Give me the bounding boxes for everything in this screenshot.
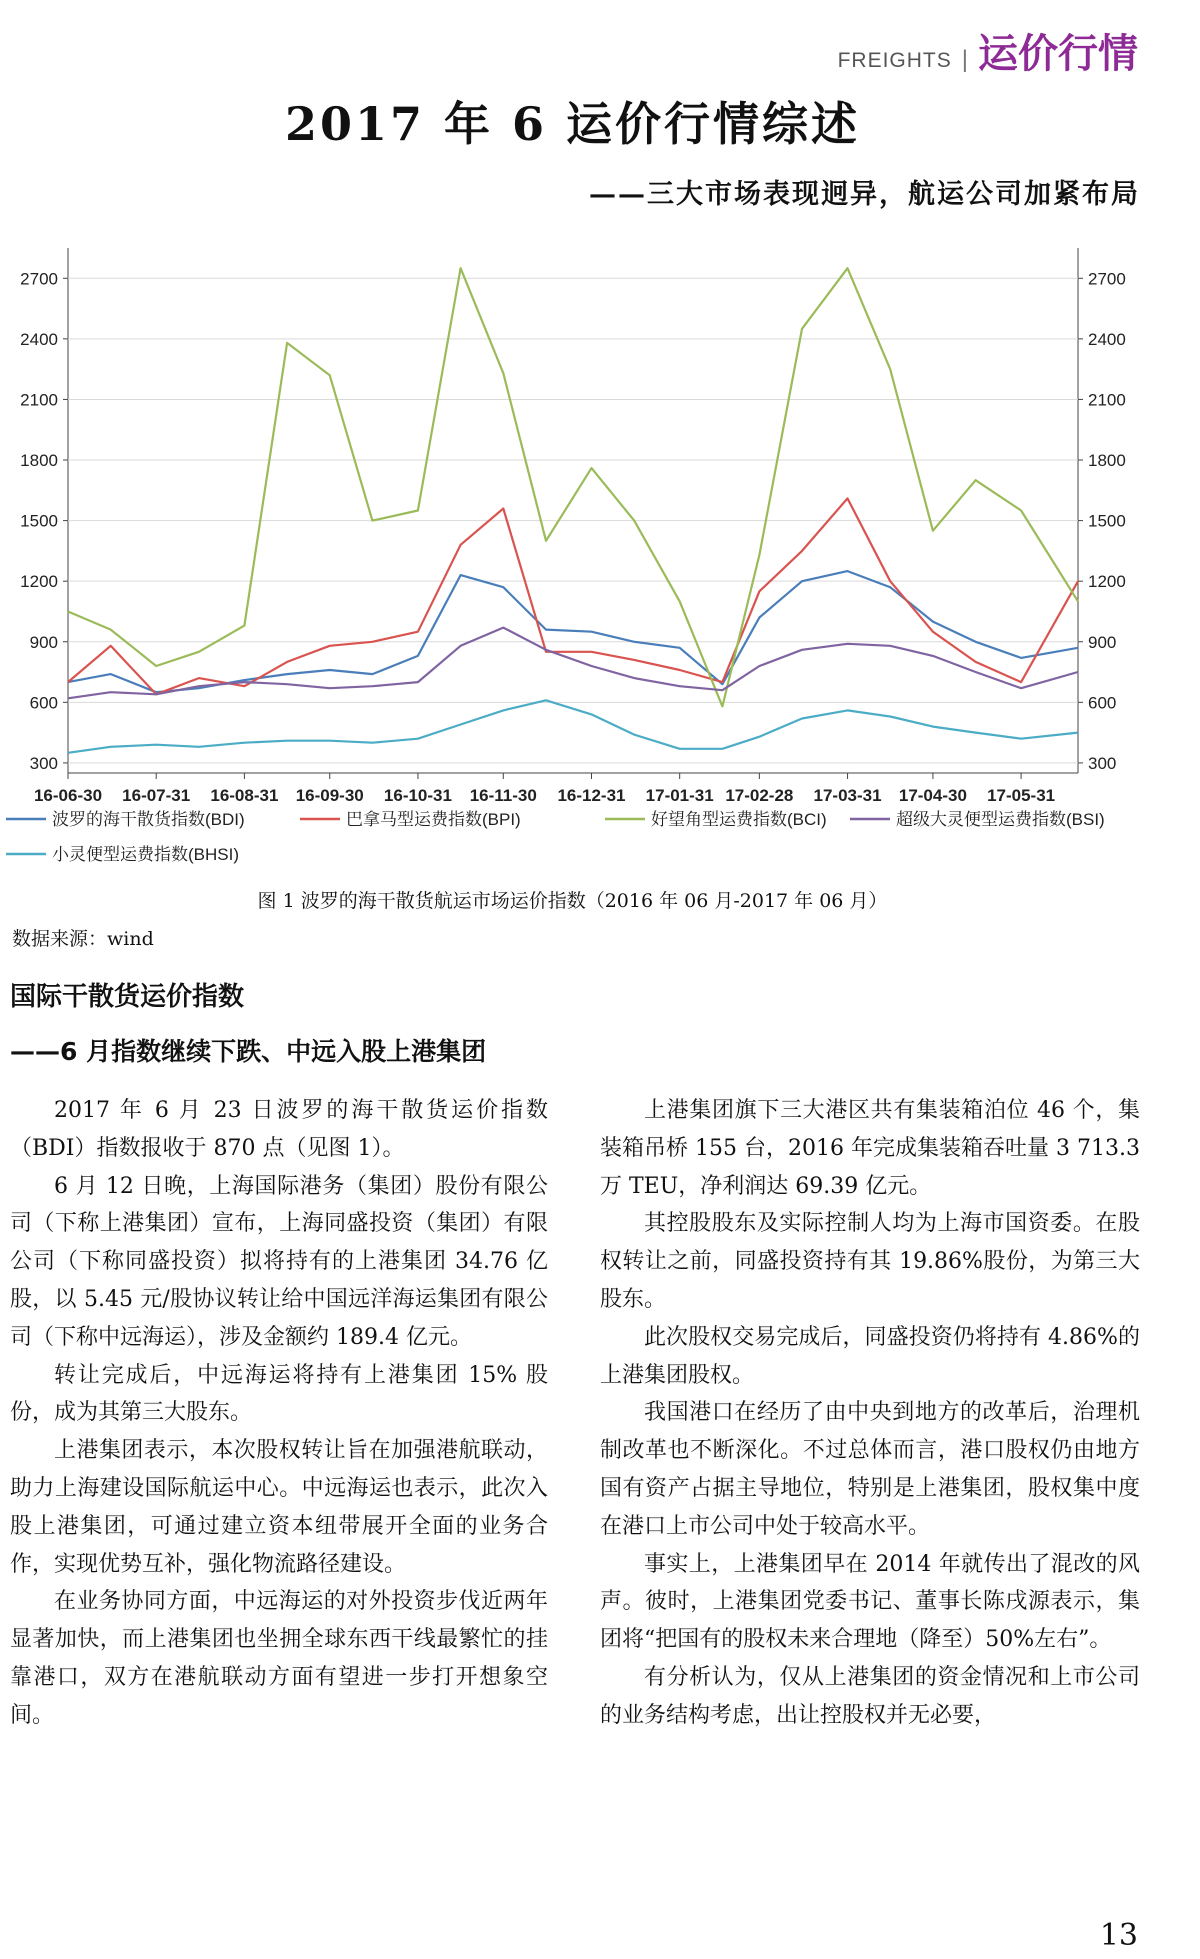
paragraph: 6 月 12 日晚，上海国际港务（集团）股份有限公司（下称上港集团）宣布，上海同盛投资（集团）有限公司（下称同盛投资）拟将持有的上港集团 34.76 亿股，以 5.45 元/股协议转让给中国远洋海运集团有限公司（下称中远海运），涉及金额约 189.4 亿元。 [10,1173,548,1350]
y-tick-label: 900 [29,632,58,652]
series-line-4 [68,628,1078,699]
category-separator: | [961,46,968,73]
series-line-5 [68,700,1078,753]
x-tick-label: 16-10-31 [383,786,452,805]
x-tick-label: 17-04-30 [898,786,967,805]
y-tick-label: 1500 [1088,511,1126,531]
series-line-2 [68,498,1078,694]
body-column-left [10,1092,548,1735]
series-lines [68,268,1078,753]
y-tick-label: 1500 [20,511,58,531]
article-subtitle: ——三大市场表现迥异，航运公司加紧布局 [589,179,1140,210]
y-tick-label: 900 [1088,632,1117,652]
paragraph: 转让完成后，中远海运将持有上港集团 15% 股份，成为其第三大股东。 [10,1362,548,1426]
legend-label: 波罗的海干散货指数(BDI) [52,810,245,829]
legend-label: 超级大灵便型运费指数(BSI) [896,810,1105,829]
x-tick-label: 16-12-31 [557,786,626,805]
y-tick-label: 300 [29,753,58,773]
paragraph: 此次股权交易完成后，同盛投资仍将持有 4.86%的上港集团股权。 [600,1324,1140,1388]
page-number: 13 [1099,1918,1138,1953]
category-cn: 运价行情 [978,31,1138,77]
paragraph: 上港集团表示，本次股权转让旨在加强港航联动，助力上海建设国际航运中心。中远海运也表示，此次入股上港集团，可通过建立资本纽带展开全面的业务合作，实现优势互补，强化物流路径建设。 [10,1438,548,1577]
x-tick-label: 17-01-31 [645,786,714,805]
article-title: 2017 年 6 运价行情综述 [284,97,861,151]
y-tick-label: 2400 [20,329,58,349]
legend-label: 小灵便型运费指数(BHSI) [52,845,239,864]
x-axis [34,773,1055,805]
data-source: 数据来源：wind [12,928,154,950]
x-tick-label: 16-07-31 [122,786,191,805]
paragraph: 有分析认为，仅从上港集团的资金情况和上市公司的业务结构考虑，出让控股权并无必要， [600,1664,1140,1728]
figure-caption: 图 1 波罗的海干散货航运市场运价指数（2016 年 06 月-2017 年 06 月） [257,890,888,912]
x-tick-label: 16-11-30 [469,786,537,805]
y-tick-label: 2700 [20,269,58,289]
y-tick-label: 600 [1088,693,1117,713]
y-tick-label: 2700 [1088,269,1126,289]
y-tick-label: 300 [1088,753,1117,773]
section-title: 国际干散货运价指数 [10,982,245,1012]
x-tick-label: 17-03-31 [813,786,882,805]
y-tick-label: 1200 [1088,572,1126,592]
paragraph: 在业务协同方面，中远海运的对外投资步伐近两年显著加快，而上港集团也坐拥全球东西干线最繁忙的挂靠港口，双方在港航联动方面有望进一步打开想象空间。 [10,1589,548,1728]
y-tick-label: 2100 [1088,390,1126,410]
y-tick-label: 2100 [20,390,58,410]
y-tick-label: 2400 [1088,329,1126,349]
series-line-3 [68,268,1078,706]
paragraph: 上港集团旗下三大港区共有集装箱泊位 46 个，集装箱吊桥 155 台，2016 年完成集装箱吞吐量 3 713.3 万 TEU，净利润达 69.39 亿元。 [600,1098,1140,1199]
paragraph: 2017 年 6 月 23 日波罗的海干散货运价指数（BDI）指数报收于 870 点（见图 1）。 [10,1098,548,1161]
y-tick-label: 1800 [20,451,58,471]
section-subtitle: ——6 月指数继续下跌、中远入股上港集团 [10,1037,487,1066]
paragraph: 事实上，上港集团早在 2014 年就传出了混改的风声。彼时，上港集团党委书记、董事长陈戌源表示，集团将“把国有的股权未来合理地（降至）50%左右”。 [600,1551,1140,1653]
x-tick-label: 16-06-30 [33,786,103,805]
freight-index-chart [0,238,1145,878]
paragraph: 其控股股东及实际控制人均为上海市国资委。在股权转让之前，同盛投资持有其 19.86%股份，为第三大股东。 [600,1211,1140,1312]
paragraph: 我国港口在经历了由中央到地方的改革后，治理机制改革也不断深化。不过总体而言，港口股权仍由地方国有资产占据主导地位，特别是上港集团，股权集中度在港口上市公司中处于较高水平。 [600,1400,1140,1539]
legend-label: 巴拿马型运费指数(BPI) [346,810,521,829]
y-tick-label: 1200 [20,572,58,592]
y-axis-right [1078,269,1126,773]
chart-legend [6,809,1105,864]
section-tag [838,22,1138,79]
category-en: FREIGHTS [837,49,952,72]
y-tick-label: 1800 [1088,451,1126,471]
x-tick-label: 16-09-30 [295,786,364,805]
legend-label: 好望角型运费指数(BCI) [651,810,827,829]
y-tick-label: 600 [29,693,58,713]
body-column-right [600,1092,1140,1735]
series-line-1 [68,571,1078,692]
y-axis-left [20,269,68,773]
x-tick-label: 17-02-28 [725,786,794,805]
x-tick-label: 17-05-31 [987,786,1056,805]
x-tick-label: 16-08-31 [210,786,279,805]
